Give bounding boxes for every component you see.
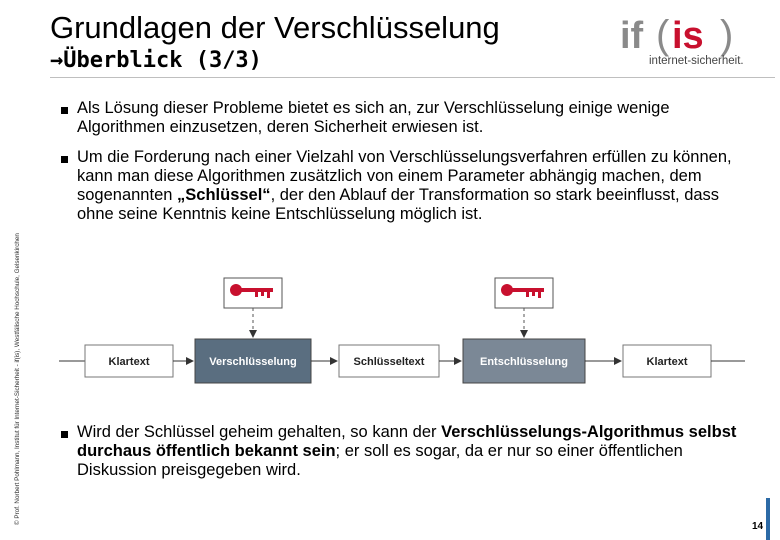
page-number: 14 (752, 521, 764, 532)
bullet-marker-3 (61, 431, 68, 438)
bullet-marker-2 (61, 156, 68, 163)
p2-text-bold: „Schlüssel“ (177, 186, 271, 204)
logo-text: internet-sicherheit. (649, 55, 744, 67)
p2-text-a: Um die Forderung nach einer Vielzahl von Verschlüsselungsverfahren erfüllen zu können, kann man diese Algorithmen zusätzlich von einem Parameter abhängig machen, dem sogenannten (77, 148, 732, 204)
bullet-paragraph-2 (77, 148, 752, 224)
slide-title: Grundlagen der Verschlüsselung (50, 10, 500, 45)
label-plaintext-out: Klartext (646, 356, 688, 368)
author-credit: © Prof. Norbert Pohlmann, Institut für Internet-Sicherheit - if(is), Westfälische Hochschule, Gelsenkirchen (14, 233, 21, 525)
header-rule (50, 77, 775, 78)
bullet-marker-1 (61, 107, 68, 114)
logo-if: if (620, 15, 644, 57)
bullet-paragraph-1: Als Lösung dieser Probleme bietet es sich an, zur Verschlüsselung einige wenige Algorithmen einzusetzen, deren Sicherheit erwiesen ist. (77, 99, 670, 136)
logo-paren-left: ( (656, 13, 670, 57)
label-plaintext-in: Klartext (108, 356, 150, 368)
encryption-diagram (55, 275, 755, 405)
bullet-paragraph-3 (77, 423, 752, 480)
slide-subtitle: →Überblick (3/3) (50, 48, 262, 73)
logo-paren-right: ) (720, 13, 734, 57)
label-decryption: Entschlüsselung (479, 356, 569, 368)
p3-text-a: Wird der Schlüssel geheim gehalten, so kann der (77, 423, 442, 441)
subtitle-text: Überblick (3/3) (63, 48, 262, 73)
p2-text-c: , der den Ablauf der Transformation so stark beeinflusst, dass ohne seine Kenntnis keine Entschlüsselung möglich ist. (77, 186, 720, 223)
logo-is: is (672, 15, 704, 57)
p3-text-c: ; er soll es sogar, da er nur so einer öffentlichen Diskussion preisgegeben wird. (77, 442, 683, 479)
label-encryption: Verschlüsselung (209, 356, 297, 368)
p3-text-bold: Verschlüsselungs-Algorithmus selbst durchaus öffentlich bekannt sein (77, 423, 737, 460)
corner-accent (766, 498, 770, 540)
label-ciphertext: Schlüsseltext (353, 356, 425, 368)
